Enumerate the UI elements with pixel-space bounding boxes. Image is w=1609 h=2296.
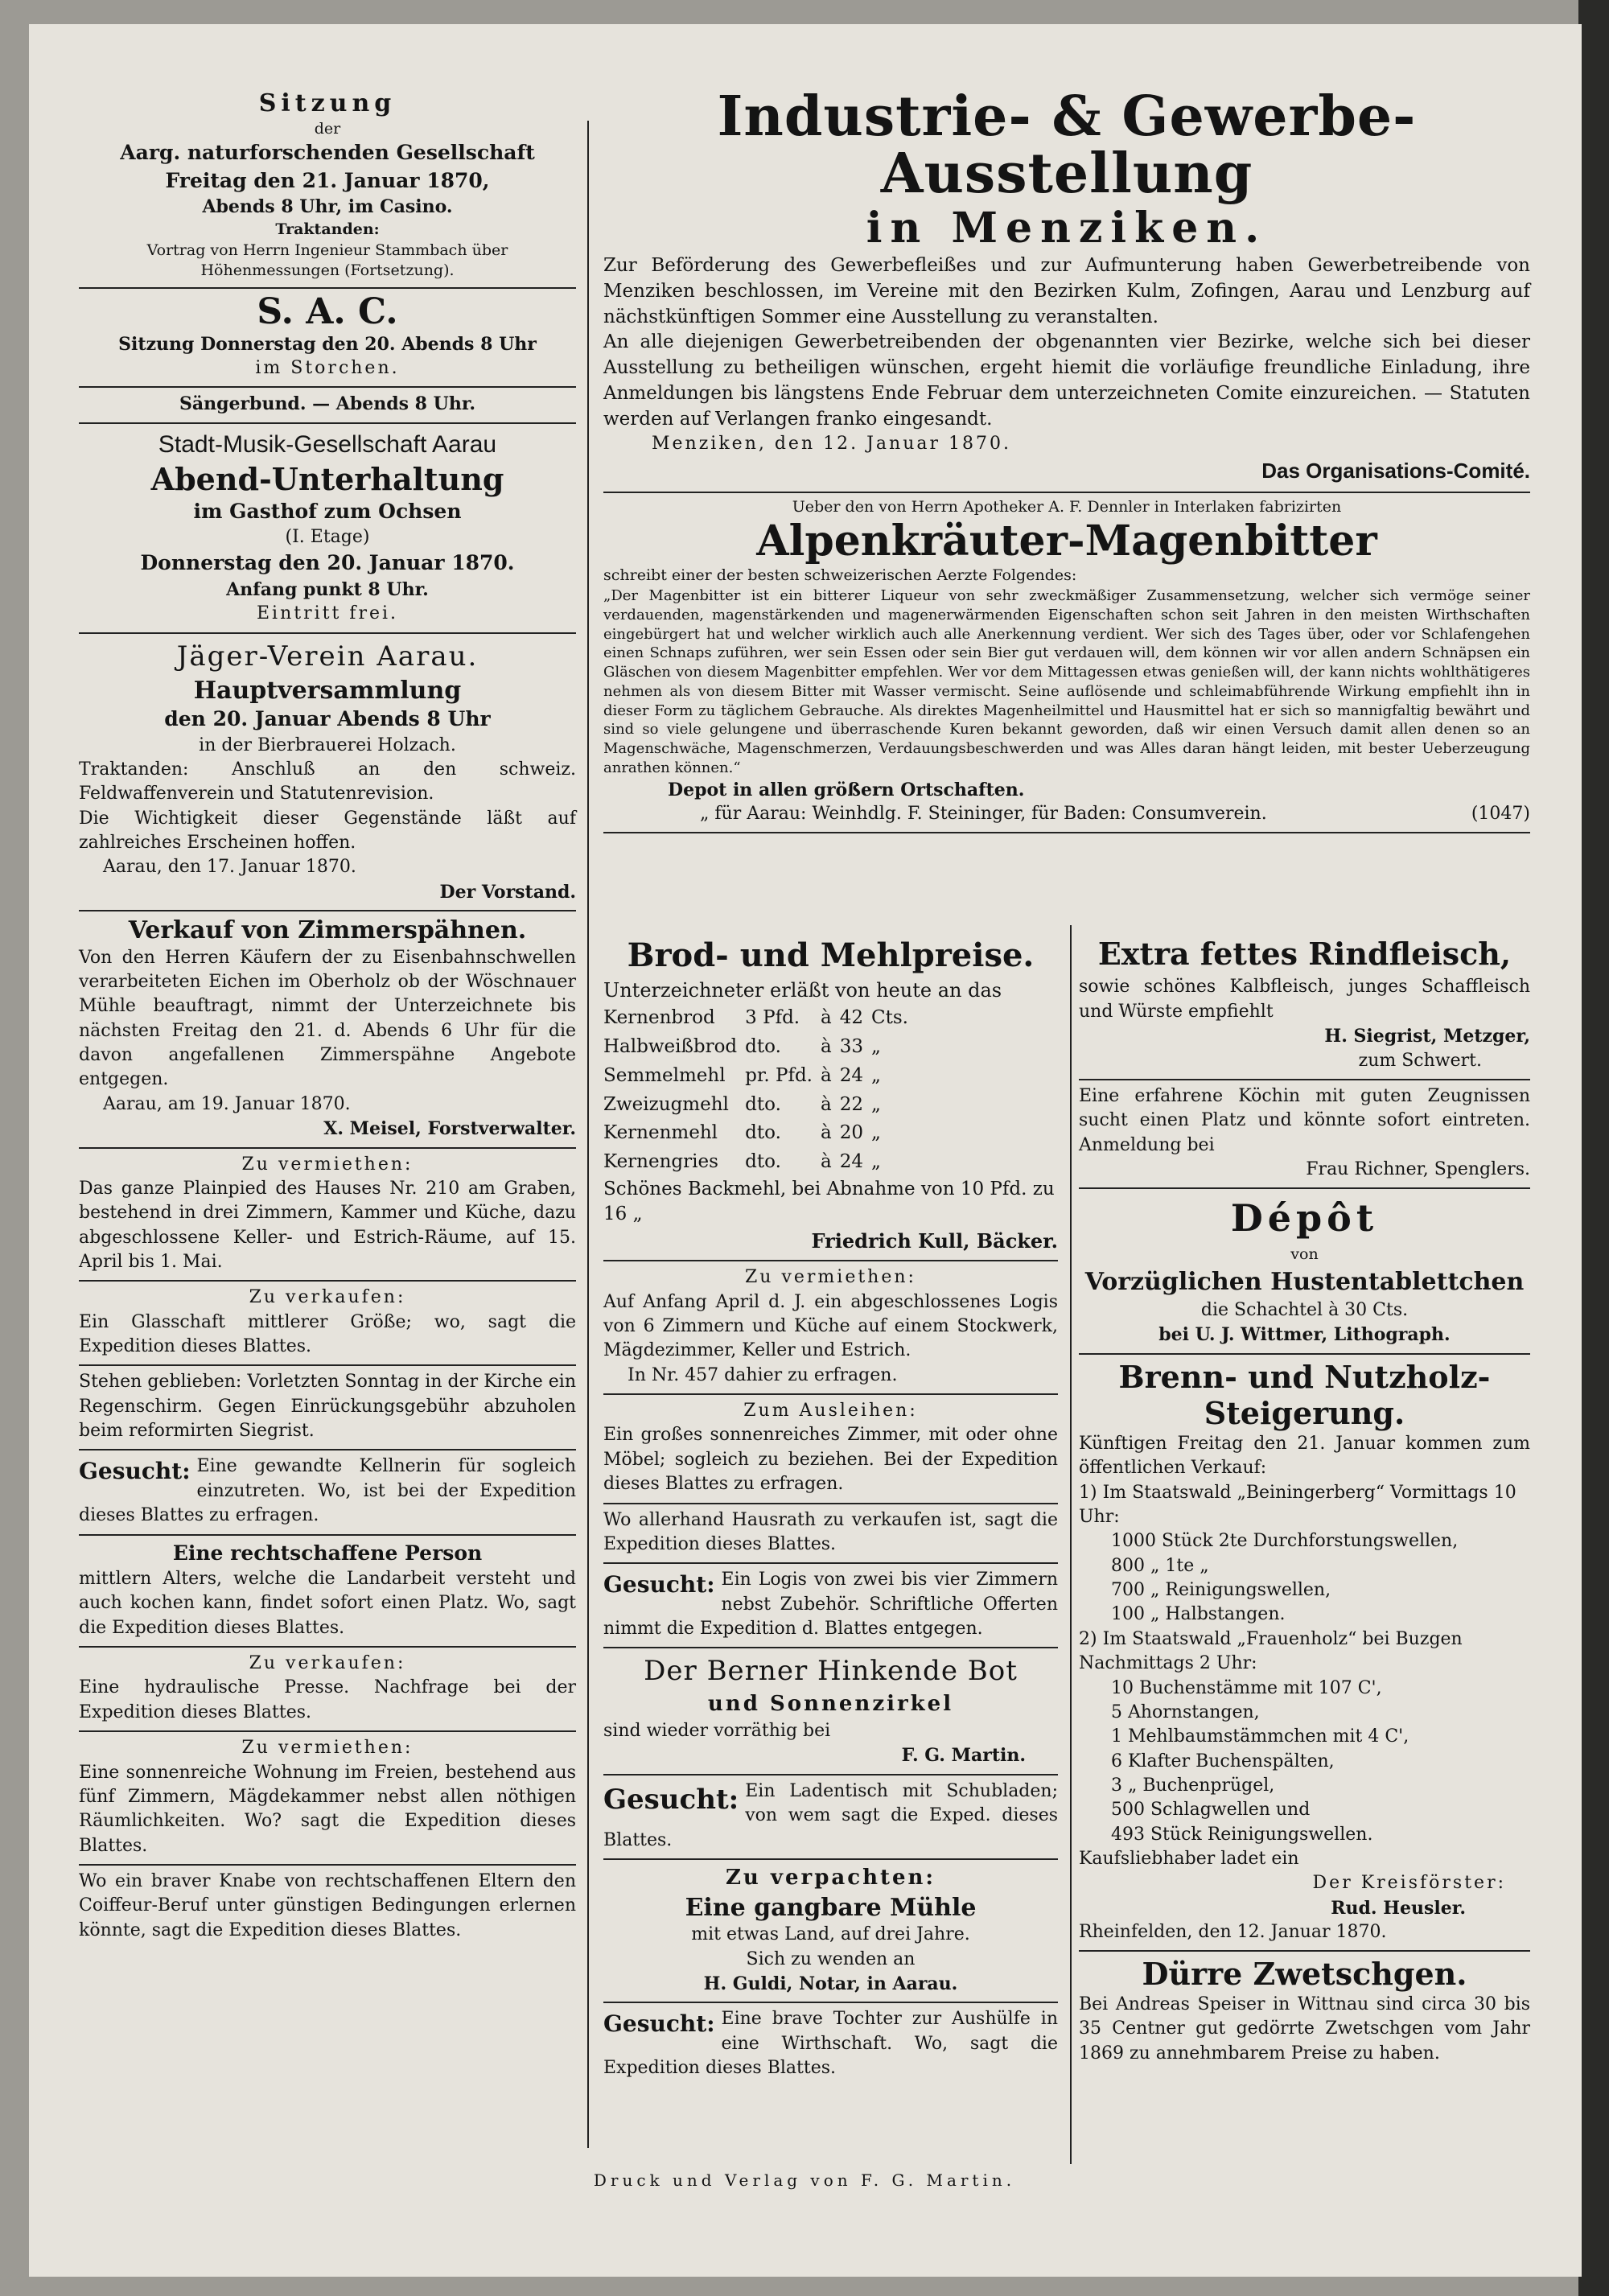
ad-line: sind wieder vorräthig bei xyxy=(603,1721,831,1742)
ad-date: Menziken, den 12. Januar 1870. xyxy=(652,434,1011,455)
ad-line: schreibt einer der besten schweizerischen Aerzte Folgendes: xyxy=(603,566,1077,585)
newspaper-page xyxy=(29,24,1582,2277)
price-cell: dto. xyxy=(745,1150,781,1172)
price-cell: Kernenmehl xyxy=(603,1122,718,1144)
ad-line: „ für Aarau: Weinhdlg. F. Steininger, für Baden: Consumverein. xyxy=(700,803,1267,824)
ad-line: In Nr. 457 dahier zu erfragen. xyxy=(628,1364,898,1385)
ad-muehle xyxy=(603,1860,1058,2003)
price-cell: dto. xyxy=(745,1036,781,1058)
ad-text: sowie schönes Kalbfleisch, junges Schaffleisch und Würste empfiehlt xyxy=(1079,977,1530,1022)
ad-line: Aarg. naturforschenden Gesellschaft xyxy=(120,141,535,165)
ad-title: Dürre Zwetschgen. xyxy=(1142,1956,1467,1993)
ad-title: Eine rechtschaffene Person xyxy=(172,1541,483,1565)
ad-intro: Unterzeichneter erläßt von heute an das xyxy=(603,979,1002,1002)
price-cell: 20 xyxy=(839,1122,863,1144)
price-cell: Cts. xyxy=(871,1007,908,1029)
ad-line: Vorzüglichen Hustentablettchen xyxy=(1084,1267,1525,1296)
ad-stehen-geblieben xyxy=(79,1366,576,1450)
ad-title: Verkauf von Zimmerspähnen. xyxy=(128,916,527,945)
price-cell: pr. Pfd. xyxy=(745,1064,813,1086)
ad-person xyxy=(79,1536,576,1648)
ad-signature: H. Siegrist, Metzger, xyxy=(1324,1026,1530,1047)
lot-item: 3 „ Buchenprügel, xyxy=(1111,1775,1275,1796)
price-row xyxy=(603,1062,916,1091)
ad-signature: X. Meisel, Forstverwalter. xyxy=(323,1118,576,1140)
ad-title: Dépôt xyxy=(1230,1196,1379,1241)
ad-lead: Gesucht: xyxy=(603,2010,715,2038)
ad-line: 1) Im Staatswald „Beiningerberg“ Vormittags 10 Uhr: xyxy=(1079,1482,1516,1527)
ad-heading: Zu verkaufen: xyxy=(249,1653,406,1674)
ad-text: Eine brave Tochter zur Aushülfe in eine Wirthschaft. Wo, sagt die Expedition dieses Blattes. xyxy=(603,2009,1058,2079)
ad-text: Stehen geblieben: Vorletzten Sonntag in der Kirche ein Regenschirm. Gegen Einrückungsgebühr abzuholen beim reformirten Siegrist. xyxy=(79,1372,576,1442)
price-cell: „ xyxy=(871,1150,881,1172)
ad-date: Rheinfelden, den 12. Januar 1870. xyxy=(1079,1922,1387,1943)
ad-lead: Gesucht: xyxy=(79,1458,191,1485)
ad-lead: Gesucht: xyxy=(603,1783,739,1816)
price-cell: Halbweißbrod xyxy=(603,1036,738,1058)
ad-sac xyxy=(79,289,576,388)
lot-item: 500 Schlagwellen und xyxy=(1111,1800,1311,1821)
ad-text: Eine erfahrene Köchin mit guten Zeugnissen sucht einen Platz und könnte sofort eintreten. Anmeldung bei xyxy=(1079,1085,1530,1155)
ad-magenbitter xyxy=(603,493,1530,834)
ad-date: Aarau, den 17. Januar 1870. xyxy=(103,857,356,878)
ad-kellnerin xyxy=(79,1450,576,1535)
ad-signature: Das Organisations-Comité. xyxy=(1261,458,1530,483)
lot-item: 5 Ahornstangen, xyxy=(1111,1701,1260,1722)
ad-jaeger-verein xyxy=(79,634,576,911)
ad-title: Der Berner Hinkende Bot xyxy=(644,1655,1018,1688)
ad-text: Die Wichtigkeit dieser Gegenstände läßt auf zahlreiches Erscheinen hoffen. xyxy=(79,808,576,854)
ad-wohnung xyxy=(79,1732,576,1866)
lot-item: 700 „ Reinigungswellen, xyxy=(1111,1580,1331,1601)
ad-text: Ein Glasschaft mittlerer Größe; wo, sagt die Expedition dieses Blattes. xyxy=(79,1311,576,1357)
page-edge xyxy=(1578,0,1609,2296)
lot-item: 493 Stück Reinigungswellen. xyxy=(1111,1824,1373,1845)
price-cell: 22 xyxy=(839,1093,863,1115)
ad-line: in der Bierbrauerei Holzach. xyxy=(199,734,456,755)
price-cell: 24 xyxy=(839,1064,863,1086)
price-row xyxy=(603,1148,916,1177)
ad-hausrath xyxy=(603,1504,1058,1565)
ad-line: mit etwas Land, auf drei Jahre. xyxy=(691,1924,970,1945)
ad-title: Brenn- und Nutzholz- xyxy=(1118,1358,1491,1395)
ad-line: Kaufsliebhaber ladet ein xyxy=(1079,1849,1299,1870)
ad-line: (I. Etage) xyxy=(285,527,370,548)
price-row xyxy=(603,1033,916,1062)
price-cell: „ xyxy=(871,1064,881,1086)
ad-presse xyxy=(79,1648,576,1732)
ad-signature: zum Schwert. xyxy=(1358,1050,1482,1071)
price-cell: à xyxy=(821,1064,832,1086)
ad-gesucht-logis xyxy=(603,1564,1058,1648)
ad-text: Eine gewandte Kellnerin für sogleich einzutreten. Wo, ist bei der Expedition dieses Blattes zu erfragen. xyxy=(79,1456,576,1526)
ad-headline: Abend-Unterhaltung xyxy=(150,461,504,498)
ad-headline: Alpenkräuter-Magenbitter xyxy=(756,516,1377,566)
ad-text: Zur Beförderung des Gewerbefleißes und zur Aufmunterung haben Gewerbetreibende von Menziken beschlossen, im Vereine mit den Bezirken Kulm, Zofingen, Aarau und Lenzburg auf nächstkünftigen Sommer eine Ausstellung zu veranstalten. xyxy=(603,255,1530,327)
price-cell: dto. xyxy=(745,1093,781,1115)
ad-line: Abends 8 Uhr, im Casino. xyxy=(202,196,453,218)
price-cell: Semmelmehl xyxy=(603,1064,726,1086)
ad-heading: Zu vermiethen: xyxy=(241,1154,414,1175)
ad-text: Von den Herren Käufern der zu Eisenbahnschwellen verarbeiteten Eichen im Oberholz ob der Wöschnauer Mühle beauftragt, nimmt der Unterzeichnete bis nächsten Freitag den 21. d. Abends 6 Uhr für die davon angefallenen Zimmerspähne Angebote entgegen. xyxy=(79,947,576,1090)
ad-coiffeur xyxy=(79,1866,576,1948)
ad-holzsteigerung xyxy=(1079,1355,1530,1952)
ad-title: Sitzung xyxy=(258,89,397,117)
price-cell: dto. xyxy=(745,1122,781,1144)
ad-number: (1047) xyxy=(1471,803,1530,824)
ad-title: Steigerung. xyxy=(1204,1395,1405,1432)
ad-line: Freitag den 21. Januar 1870, xyxy=(165,168,490,192)
ad-sitzung-naturforschende xyxy=(79,84,576,289)
ad-text: Vortrag von Herrn Ingenieur Stammbach über Höhenmessungen (Fortsetzung). xyxy=(146,241,508,280)
ad-line: Sich zu wenden an xyxy=(746,1948,916,1969)
ad-line: Donnerstag den 20. Januar 1870. xyxy=(140,551,515,575)
price-cell: Kernenbrod xyxy=(603,1007,715,1029)
ad-signature: Der Kreisförster: xyxy=(1312,1873,1506,1894)
ad-line: im Storchen. xyxy=(255,357,400,378)
ad-title: Extra fettes Rindfleisch, xyxy=(1097,936,1512,972)
ad-title: Eine gangbare Mühle xyxy=(685,1893,977,1922)
ad-heading: Zu vermiethen: xyxy=(745,1267,916,1288)
ad-title: Stadt-Musik-Gesellschaft Aarau xyxy=(158,430,497,458)
ad-text: Eine sonnenreiche Wohnung im Freien, bestehend aus fünf Zimmern, Mägdekammer nebst allen nöthigen Räumlichkeiten. Wo? sagt die Expedition dieses Blattes. xyxy=(79,1762,576,1856)
ad-verkaufen-glasschaft xyxy=(79,1282,576,1366)
ad-text: Das ganze Plainpied des Hauses Nr. 210 am Graben, bestehend in drei Zimmern, Kammer und Küche, dazu abgeschlossene Keller- und Estrich-Räume, auf 15. April bis 1. Mai. xyxy=(79,1178,576,1272)
ad-text: Sängerbund. — Abends 8 Uhr. xyxy=(179,393,476,415)
column-rule xyxy=(587,121,589,2148)
price-table xyxy=(603,1004,916,1176)
ad-line: Eintritt frei. xyxy=(256,603,399,624)
ad-signature: H. Guldi, Notar, in Aarau. xyxy=(703,1973,958,1994)
ad-line: im Gasthof zum Ochsen xyxy=(193,499,462,523)
ad-heading: Zu verkaufen: xyxy=(249,1287,406,1308)
ad-saengerbund xyxy=(79,388,576,423)
ad-title: Brod- und Mehlpreise. xyxy=(627,936,1035,974)
ad-ausstellung xyxy=(603,84,1530,493)
ad-signature: Der Vorstand. xyxy=(439,881,576,903)
ad-headline: in Menziken. xyxy=(866,203,1268,253)
lot-item: 10 Buchenstämme mit 107 C', xyxy=(1111,1677,1382,1698)
ad-logis xyxy=(603,1261,1058,1395)
ad-text: mittlern Alters, welche die Landarbeit versteht und auch kochen kann, findet sofort einen Platz. Wo, sagt die Expedition dieses Blattes. xyxy=(79,1569,576,1638)
ad-ladentisch xyxy=(603,1775,1058,1860)
ad-line: Sitzung Donnerstag den 20. Abends 8 Uhr xyxy=(118,333,537,355)
ad-text: Wo allerhand Hausrath zu verkaufen ist, sagt die Expedition dieses Blattes. xyxy=(603,1509,1058,1554)
right-column xyxy=(603,84,1530,2079)
ad-text: Künftigen Freitag den 21. Januar kommen zum öffentlichen Verkauf: xyxy=(1079,1433,1530,1479)
ad-rindfleisch xyxy=(1079,929,1530,1080)
ad-vermiethen-plainpied xyxy=(79,1149,576,1282)
ad-brodpreise xyxy=(603,929,1058,1261)
ad-stadtmusik xyxy=(79,424,576,634)
ad-text: Traktanden: Anschluß an den schweiz. Feldwaffenverein und Statutenrevision. xyxy=(79,759,576,804)
price-cell: 33 xyxy=(839,1036,863,1058)
ad-line: von xyxy=(1290,1245,1319,1263)
ad-line: den 20. Januar Abends 8 Uhr xyxy=(164,707,491,731)
ad-line: Anfang punkt 8 Uhr. xyxy=(226,578,429,600)
ad-line: Depot in allen größern Ortschaften. xyxy=(668,779,1025,800)
lot-item: 6 Klafter Buchenspälten, xyxy=(1111,1751,1335,1771)
column-rule xyxy=(1070,925,1072,2164)
ad-headline: Hauptversammlung xyxy=(193,676,462,705)
ad-title: S. A. C. xyxy=(257,291,398,333)
price-row xyxy=(603,1091,916,1120)
ad-intro: Ueber den von Herrn Apotheker A. F. Dennler in Interlaken fabrizirten xyxy=(792,497,1342,516)
price-cell: 24 xyxy=(839,1150,863,1172)
ad-line: 2) Im Staatswald „Frauenholz“ bei Buzgen Nachmittags 2 Uhr: xyxy=(1079,1628,1463,1674)
right-sub-column-left xyxy=(603,929,1058,2086)
ad-koechin xyxy=(1079,1080,1530,1189)
right-sub-column-right xyxy=(1079,929,1530,2072)
price-cell: à xyxy=(821,1036,832,1058)
price-cell: à xyxy=(821,1007,832,1029)
price-cell: 42 xyxy=(839,1007,863,1029)
ad-signature: Frau Richner, Spenglers. xyxy=(1306,1158,1530,1179)
ad-text: Ein Logis von zwei bis vier Zimmern nebst Zubehör. Schriftliche Offerten nimmt die Expedition d. Blattes entgegen. xyxy=(603,1570,1058,1639)
ad-zwetschgen xyxy=(1079,1952,1530,2072)
ad-lead: Gesucht: xyxy=(603,1571,715,1599)
lot-item: 100 „ Halbstangen. xyxy=(1111,1604,1286,1625)
ad-date: Aarau, am 19. Januar 1870. xyxy=(103,1093,351,1114)
ad-line: und Sonnenzirkel xyxy=(707,1692,954,1717)
ad-line: Traktanden: xyxy=(275,220,380,238)
ad-quote: „Der Magenbitter ist ein bitterer Liqueur von sehr zweckmäßiger Zusammensetzung, welcher sich vermöge seiner verdauenden, magenstärkenden und magenerwärmenden Eigenschaften schon seit Jahren in den meisten Wirthschaften eingebürgert hat und welcher wirklich auch alle Anerkennung verdient. Wer sich des Tages über, oder vor Schlafengehen einen Schnaps zuführen, wer sein Essen oder sein Bier gut verdauen will, dem können wir vor allen andern Schnäpsen ein Gläschen von diesem Magenbitter empfehlen. Wer vor dem Mittagessen etwas genießen will, der kann nichts wohlthätigeres nehmen als von diesem Bitter mit Wasser vermischt. Seine auflösende und schleimabführende Wirkung empfiehlt ihn in dieser Form zu täglichem Gebrauche. Als direktes Magenheilmittel und Hausmittel hat er sich so mannigfaltig bewährt und sind so viele gelungene und überraschende Kuren bekannt geworden, daß wir einen Versuch damit allen denen so an Magenschwäche, Magenschmerzen, Verdauungsbeschwerden und was Alles daran hängt leiden, mit bester Ueberzeugung anrathen können.“ xyxy=(603,587,1530,776)
ad-hinkende-bot xyxy=(603,1648,1058,1775)
price-cell: Zweizugmehl xyxy=(603,1093,729,1115)
ad-text: Wo ein braver Knabe von rechtschaffenen Eltern den Coiffeur-Beruf unter günstigen Bedingungen erlernen könnte, sagt die Expedition dieses Blattes. xyxy=(79,1870,576,1940)
ad-text: Schönes Backmehl, bei Abnahme von 10 Pfd. zu 16 „ xyxy=(603,1178,1055,1225)
ad-headline: Industrie- & Gewerbe-Ausstellung xyxy=(717,84,1417,207)
ad-hustentabletten xyxy=(1079,1189,1530,1354)
ad-text: Bei Andreas Speiser in Wittnau sind circa 30 bis 35 Centner gut gedörrte Zwetschgen vom Jahr 1869 zu annehmbarem Preise zu haben. xyxy=(1079,1994,1530,2064)
lot-item: 1000 Stück 2te Durchforstungswellen, xyxy=(1111,1531,1459,1552)
price-cell: „ xyxy=(871,1122,881,1144)
ad-text: Ein großes sonnenreiches Zimmer, mit oder ohne Möbel; sogleich zu beziehen. Bei der Expedition dieses Blattes zu erfragen. xyxy=(603,1425,1058,1495)
price-cell: 3 Pfd. xyxy=(745,1007,800,1029)
ad-heading: Zu vermiethen: xyxy=(241,1738,414,1759)
ad-heading: Zum Ausleihen: xyxy=(743,1401,918,1422)
lot-item: 1 Mehlbaumstämmchen mit 4 C', xyxy=(1111,1726,1409,1747)
ad-line: die Schachtel à 30 Cts. xyxy=(1200,1300,1409,1320)
ad-title: Jäger-Verein Aarau. xyxy=(176,640,479,673)
price-cell: „ xyxy=(871,1036,881,1058)
ad-heading: Zu verpachten: xyxy=(725,1865,936,1890)
price-cell: Kernengries xyxy=(603,1150,718,1172)
ad-signature: Rud. Heusler. xyxy=(1331,1897,1466,1919)
price-cell: „ xyxy=(871,1093,881,1115)
ad-signature: Friedrich Kull, Bäcker. xyxy=(811,1229,1058,1253)
price-cell: à xyxy=(821,1093,832,1115)
ad-text: An alle diejenigen Gewerbetreibenden der obgenannten vier Bezirke, welche sich bei dieser Ausstellung zu betheiligen wünschen, ergeht hiemit die vorläufige freundliche Einladung, ihre Anmeldungen bis längstens Ende Februar dem unterzeichneten Comite einzureichen. — Statuten werden auf Verlangen franko eingesandt. xyxy=(603,331,1530,430)
ad-tochter xyxy=(603,2003,1058,2086)
left-column xyxy=(79,84,576,1948)
ad-text: Ein Ladentisch mit Schubladen; von wem sagt die Exped. dieses Blattes. xyxy=(603,1780,1058,1850)
price-cell: à xyxy=(821,1150,832,1172)
ad-text: Eine hydraulische Presse. Nachfrage bei der Expedition dieses Blattes. xyxy=(79,1677,576,1722)
ad-ausleihen xyxy=(603,1395,1058,1504)
price-row xyxy=(603,1004,916,1033)
price-row xyxy=(603,1119,916,1148)
ad-signature: F. G. Martin. xyxy=(901,1745,1026,1767)
price-cell: à xyxy=(821,1122,832,1144)
lot-item: 800 „ 1te „ xyxy=(1111,1555,1209,1576)
ad-line: der xyxy=(314,119,341,138)
imprint-footer: Druck und Verlag von F. G. Martin. xyxy=(593,2171,1016,2190)
ad-zimmerspaehne xyxy=(79,911,576,1148)
ad-text: Auf Anfang April d. J. ein abgeschlossenes Logis von 6 Zimmern und Küche auf einem Stockwerk, Mägdezimmer, Keller und Estrich. xyxy=(603,1291,1058,1361)
ad-line: bei U. J. Wittmer, Lithograph. xyxy=(1158,1324,1451,1346)
